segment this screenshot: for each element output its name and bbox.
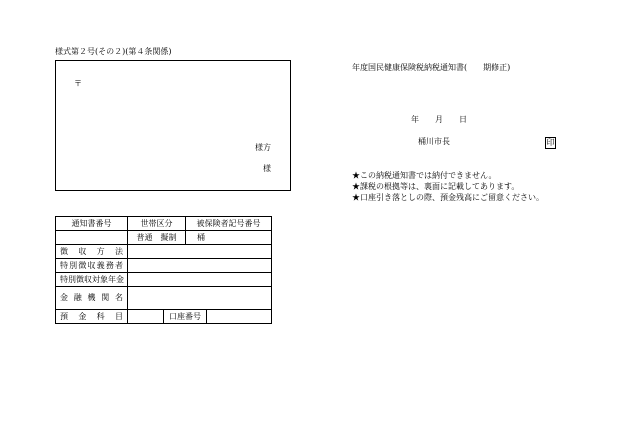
table-row [56, 259, 272, 273]
deposit-type-value [128, 310, 164, 324]
care-of-suffix: 様方 [255, 143, 271, 152]
collection-method-label: 徴 収 方 法 [56, 245, 128, 259]
issuer-name: 桶川市長 [418, 137, 450, 146]
deposit-type-label: 預 金 科 目 [56, 310, 128, 324]
header-insured-number: 被保険者記号番号 [186, 217, 272, 231]
table-row [56, 245, 272, 259]
table-row [56, 310, 272, 324]
table-row [56, 287, 272, 310]
collection-method-value [128, 245, 272, 259]
notes-list [352, 170, 544, 203]
notice-number-cell [56, 231, 128, 245]
postal-mark: 〒 [74, 79, 82, 88]
note-item: ★課税の根拠等は、裏面に記載してあります。 [352, 182, 520, 191]
pension-target-label: 特別徴収対象年金 [56, 273, 128, 287]
header-notice-number: 通知書番号 [56, 217, 128, 231]
pension-target-value [128, 273, 272, 287]
info-table [55, 216, 272, 324]
table-header-row [56, 217, 272, 231]
date-line: 年 月 日 [411, 115, 467, 124]
note-item: ★この納税通知書では納付できません。 [352, 171, 497, 180]
address-box [55, 60, 291, 191]
account-number-value [207, 310, 272, 324]
account-number-label: 口座番号 [164, 310, 207, 324]
header-household-category: 世帯区分 [128, 217, 186, 231]
bank-name-value [128, 287, 272, 310]
form-number: 様式第２号(その２)(第４条関係) [55, 47, 172, 56]
special-collector-value [128, 259, 272, 273]
note-item: ★口座引き落としの際、預金残高にご留意ください。 [352, 193, 544, 202]
recipient-suffix: 様 [263, 164, 271, 173]
insured-number-cell: 桶 [186, 231, 272, 245]
special-collector-label: 特別徴収義務者 [56, 259, 128, 273]
seal-mark: 印 [546, 138, 555, 147]
household-options-cell: 普通 擬制 [128, 231, 186, 245]
table-row [56, 231, 272, 245]
notice-title: 年度国民健康保険税納税通知書( 期修正) [352, 63, 511, 72]
bank-name-label: 金融機関名 [56, 287, 128, 310]
table-row [56, 273, 272, 287]
